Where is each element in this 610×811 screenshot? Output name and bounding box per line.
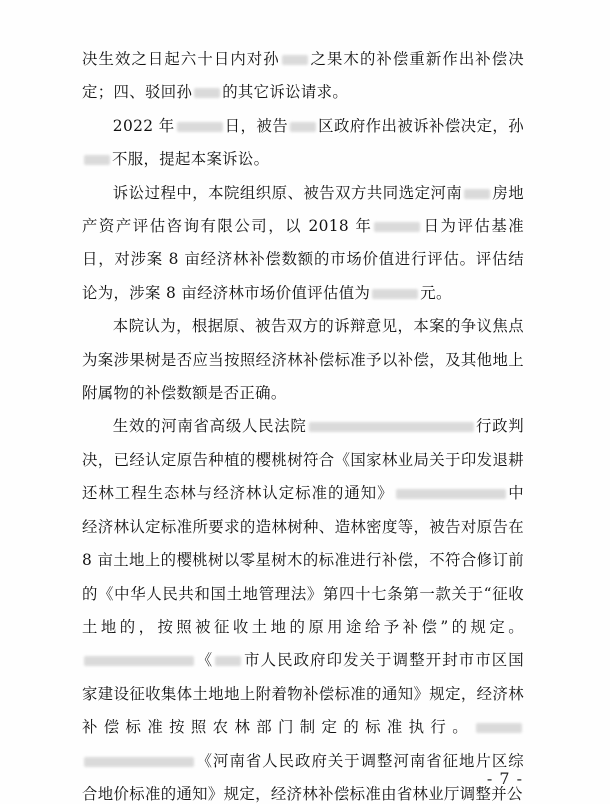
paragraph-3-text-3: 日为评估基准日，对涉案 8 亩经济林补偿数额的市场价值进行评估。评估结论为，涉案 8 亩经济林市场价值评估值为	[82, 217, 524, 302]
redaction-mark	[84, 155, 110, 165]
paragraph-5	[82, 410, 524, 811]
redaction-mark	[194, 88, 220, 98]
page-number: - 7 -	[486, 769, 523, 788]
redaction-mark	[215, 656, 241, 666]
paragraph-1-text-1: 决生效之日起六十日内对孙	[82, 50, 280, 68]
paragraph-5-text-2: 行政判决，已经认定原告种植的樱桃树符合《国家林业局关于印发退耕还林工程生态林与经济林认定标准的通知》	[82, 417, 524, 503]
paragraph-5-text-3: 中经济林认定标准所要求的造林树种、造林密度等，被告对原告在 8 亩土地上的樱桃树以零星树木的标准进行补偿，不符合修订前的《中华人民共和国土地管理法》第四十七条第一款关于“征收土地的，按照被征收土地的原用途给予补偿”的规定。	[82, 484, 524, 636]
paragraph-2-text-4: 不服，提起本案诉讼。	[112, 150, 270, 169]
paragraph-5-text-4: 《	[196, 651, 214, 670]
paragraph-3-text-2: 房地产资产评估咨询有限公司，以 2018 年	[82, 183, 525, 236]
paragraph-1	[82, 43, 524, 110]
redaction-mark	[84, 757, 194, 767]
paragraph-1-text-3: 的其它诉讼请求。	[222, 83, 349, 102]
paragraph-3-text-1: 诉讼过程中，本院组织原、被告双方共同选定河南	[112, 183, 463, 202]
redaction-mark	[464, 189, 490, 199]
redaction-mark	[396, 489, 506, 499]
paragraph-4-text-1: 本院认为，根据原、被告双方的诉辩意见，本案的争议焦点为案涉果树是否应当按照经济林补偿标准予以补偿，及其他地上附属物的补偿数额是否正确。	[82, 317, 524, 403]
paragraph-1-text-2: 之果木的补偿重新作出补偿决定；四、驳回孙	[82, 50, 524, 102]
paragraph-4	[82, 310, 524, 410]
paragraph-5-text-1: 生效的河南省高级人民法院	[112, 417, 307, 436]
redaction-mark	[177, 122, 223, 132]
paragraph-3	[82, 177, 524, 311]
paragraph-2-text-3: 区政府作出被诉补偿决定，孙	[318, 116, 524, 135]
redaction-mark	[84, 656, 194, 666]
redaction-mark	[372, 289, 418, 299]
redaction-mark	[309, 422, 474, 432]
paragraph-3-text-4: 元。	[420, 283, 452, 302]
redaction-mark	[476, 723, 522, 733]
paragraph-2-text-1: 2022 年	[112, 116, 175, 135]
paragraph-5-text-5: 市人民政府印发关于调整开封市市区国家建设征收集体土地地上附着物补偿标准的通知》规定，经济林补偿标准按照农林部门制定的标准执行。	[82, 651, 525, 737]
paragraph-2-text-2: 日，被告	[224, 116, 289, 135]
paragraph-2	[82, 110, 524, 177]
redaction-mark	[374, 222, 420, 232]
paragraph-5-text-6: 《河南省人民政府关于调整河南省征地片区综合地价标准的通知》规定，经济林补偿标准由省林业厅调整并公	[82, 751, 524, 803]
redaction-mark	[290, 122, 316, 132]
document-body	[82, 43, 524, 811]
redaction-mark	[282, 55, 308, 65]
